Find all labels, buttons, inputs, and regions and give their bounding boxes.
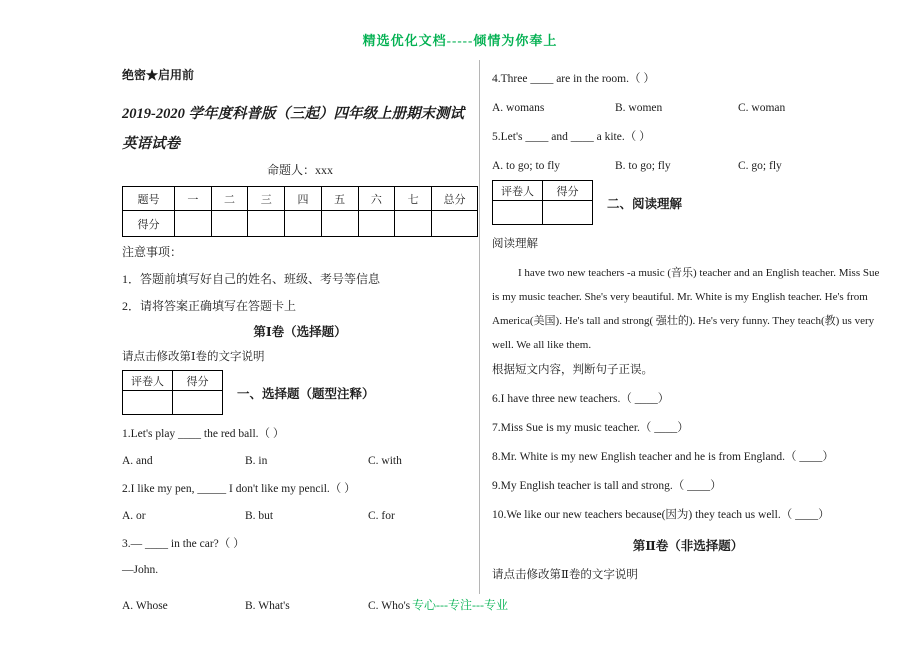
true-false-item: 10.We like our new teachers because(因为) they teach us well.（ ____） <box>492 509 830 521</box>
options-row <box>492 102 884 114</box>
option-c: C. with <box>368 455 402 467</box>
grader-section-part1 <box>122 370 478 415</box>
option-a: A. or <box>122 510 146 522</box>
options-row <box>122 455 478 467</box>
volume1-title: 第Ⅰ卷（选择题） <box>253 325 347 339</box>
notice-item: 2．请将答案正确填写在答题卡上 <box>122 299 297 313</box>
grader-table-header-row <box>123 371 223 391</box>
score-table-empty-cell <box>211 211 248 237</box>
score-table <box>122 186 478 237</box>
grader-table-header-row <box>493 181 593 201</box>
examiner-line: 命题人：xxx <box>266 163 333 177</box>
question-stem: 4.Three ____ are in the room.（ ） <box>492 73 655 85</box>
score-table-cell: 题号 <box>123 187 175 211</box>
option-a: A. and <box>122 455 153 467</box>
score-table-empty-cell <box>175 211 212 237</box>
notice-item: 1．答题前填写好自己的姓名、班级、考号等信息 <box>122 272 381 286</box>
classification-label: 绝密★启用前 <box>122 68 195 82</box>
grader-table-cell: 评卷人 <box>493 181 543 201</box>
exam-title: 2019-2020 学年度科普版（三起）四年级上册期末测试英语试卷 <box>122 106 464 152</box>
grader-table <box>492 180 593 225</box>
grader-table-cell: 评卷人 <box>123 371 173 391</box>
score-table-cell: 二 <box>211 187 248 211</box>
score-table-cell: 六 <box>358 187 395 211</box>
page-footer-text: 专心---专注---专业 <box>412 598 508 612</box>
grader-table-empty-cell <box>123 391 173 415</box>
reading-instruction: 根据短文内容，判断句子正误。 <box>492 364 653 376</box>
grader-table-empty-row <box>123 391 223 415</box>
volume2-title: 第Ⅱ卷（非选择题） <box>632 539 744 553</box>
options-row <box>122 510 478 522</box>
grader-table-empty-cell <box>493 201 543 225</box>
section1-title: 一、选择题（题型注释） <box>237 386 375 401</box>
column-divider <box>479 60 480 594</box>
left-column <box>122 62 478 612</box>
question-stem: 1.Let's play ____ the red ball.（ ） <box>122 428 285 440</box>
question-stem-line2: —John. <box>122 564 159 576</box>
score-table-cell: 五 <box>321 187 358 211</box>
score-table-empty-cell <box>358 211 395 237</box>
true-false-item: 9.My English teacher is tall and strong.（ ____） <box>492 480 722 492</box>
score-table-cell: 四 <box>285 187 322 211</box>
volume2-edit-hint: 请点击修改第Ⅱ卷的文字说明 <box>492 569 638 581</box>
true-false-item: 6.I have three new teachers.（ ____） <box>492 393 670 405</box>
score-table-cell: 得分 <box>123 211 175 237</box>
option-a: A. to go; to fly <box>492 160 561 172</box>
score-table-empty-cell <box>395 211 432 237</box>
notice-title: 注意事项： <box>122 245 183 259</box>
score-table-cell: 三 <box>248 187 285 211</box>
grader-table-empty-row <box>493 201 593 225</box>
grader-table-empty-cell <box>173 391 223 415</box>
score-table-empty-cell <box>285 211 322 237</box>
option-c: C. go; fly <box>738 160 782 172</box>
option-a: A. womans <box>492 102 545 114</box>
section2-title: 二、阅读理解 <box>607 196 683 211</box>
score-table-cell: 总分 <box>432 187 478 211</box>
option-c: C. Who's <box>368 600 411 612</box>
question-stem: 2.I like my pen, _____ I don't like my pencil.（ ） <box>122 483 356 495</box>
option-b: B. What's <box>245 600 290 612</box>
grader-table-cell: 得分 <box>173 371 223 391</box>
score-table-score-row <box>123 211 478 237</box>
grader-table <box>122 370 223 415</box>
option-b: B. to go; fly <box>615 160 671 172</box>
grader-section-part2 <box>492 180 884 225</box>
option-b: B. but <box>245 510 274 522</box>
question-stem: 3.— ____ in the car?（ ） <box>122 538 245 550</box>
score-table-header-row <box>123 187 478 211</box>
page-header-text: 精选优化文档-----倾情为你奉上 <box>362 33 558 48</box>
score-table-empty-cell <box>432 211 478 237</box>
volume1-edit-hint: 请点击修改第Ⅰ卷的文字说明 <box>122 351 265 363</box>
option-b: B. women <box>615 102 663 114</box>
options-row <box>492 160 884 172</box>
true-false-item: 7.Miss Sue is my music teacher.（ ____） <box>492 422 689 434</box>
grader-table-cell: 得分 <box>543 181 593 201</box>
reading-label: 阅读理解 <box>492 238 538 250</box>
question-stem: 5.Let's ____ and ____ a kite.（ ） <box>492 131 651 143</box>
score-table-empty-cell <box>248 211 285 237</box>
option-c: C. woman <box>738 102 786 114</box>
score-table-empty-cell <box>321 211 358 237</box>
option-c: C. for <box>368 510 395 522</box>
grader-table-empty-cell <box>543 201 593 225</box>
score-table-cell: 一 <box>175 187 212 211</box>
reading-passage: I have two new teachers -a music (音乐) teacher and an English teacher. Miss Sue is my music teacher. She's very beautiful. Mr. White is my English teacher. He's from America(美国). He's tall and strong( 强壮的). He's very funny. They teach(教) us very well. We all like them. <box>492 267 880 351</box>
option-b: B. in <box>245 455 268 467</box>
true-false-item: 8.Mr. White is my new English teacher and he is from England.（ ____） <box>492 451 834 463</box>
score-table-cell: 七 <box>395 187 432 211</box>
option-a: A. Whose <box>122 600 168 612</box>
right-column <box>492 62 884 582</box>
